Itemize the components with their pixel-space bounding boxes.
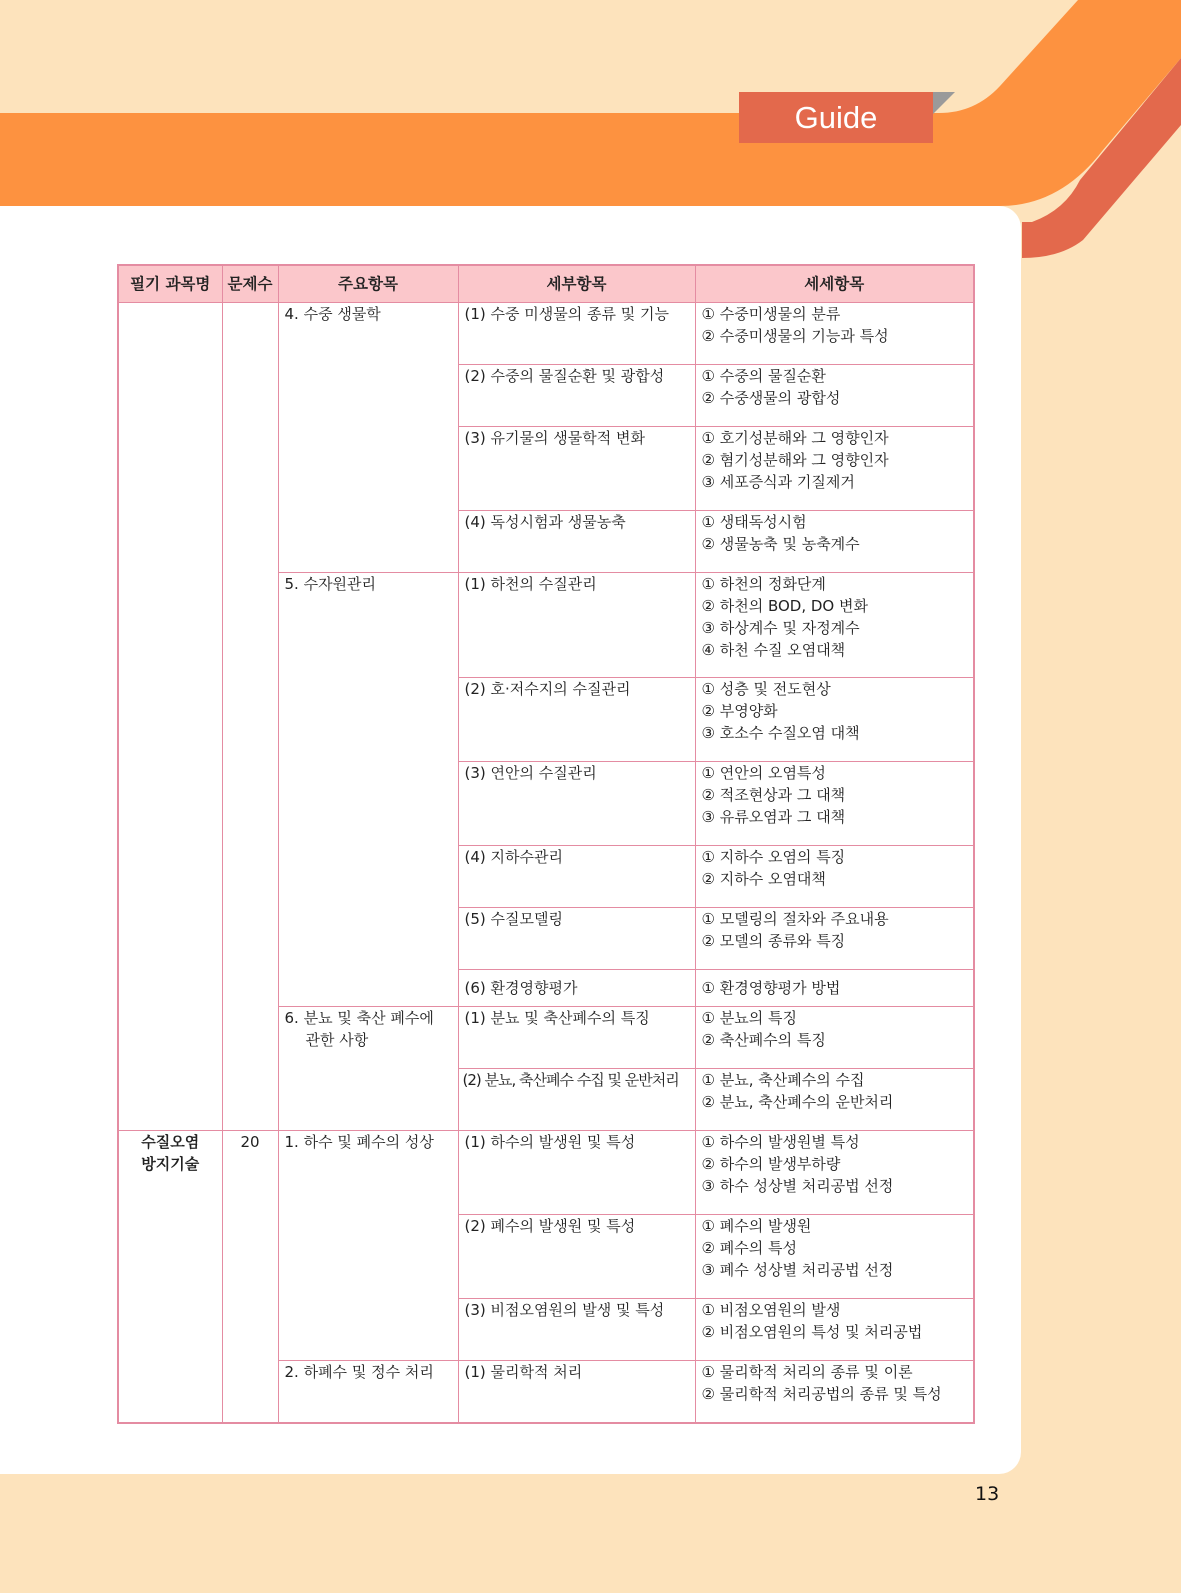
detail-item: (4) 지하수관리 — [458, 846, 695, 908]
subdetail-line: ② 비점오염원의 특성 및 처리공법 — [701, 1323, 923, 1341]
subject-name — [118, 1131, 222, 1423]
major-item: 1. 하수 및 폐수의 성상 — [278, 1131, 458, 1361]
detail-item: (6) 환경영향평가 — [458, 970, 695, 1007]
subdetail-line: ③ 세포증식과 기질제거 — [701, 473, 855, 491]
guide-tab: Guide — [739, 92, 933, 143]
detail-item: (2) 분뇨, 축산폐수 수집 및 운반처리 — [458, 1069, 695, 1131]
table-row — [118, 303, 974, 365]
subdetail-line: ② 축산폐수의 특징 — [701, 1031, 826, 1049]
detail-item: (1) 수중 미생물의 종류 및 기능 — [458, 303, 695, 365]
subdetail-line: ① 연안의 오염특성 — [701, 764, 826, 782]
subdetail-line: ② 수중생물의 광합성 — [701, 389, 841, 407]
detail-item: (2) 폐수의 발생원 및 특성 — [458, 1215, 695, 1299]
exam-guide-table — [117, 264, 975, 1424]
header-detail: 세부항목 — [458, 265, 695, 303]
subdetail-line: ① 생태독성시험 — [701, 513, 807, 531]
subdetail-item — [695, 573, 974, 678]
subdetail-item — [695, 1007, 974, 1069]
header-major: 주요항목 — [278, 265, 458, 303]
subdetail-item — [695, 1069, 974, 1131]
subdetail-line: ① 분뇨의 특징 — [701, 1009, 797, 1027]
subdetail-line: ② 부영양화 — [701, 702, 778, 720]
detail-item: (1) 하수의 발생원 및 특성 — [458, 1131, 695, 1215]
subdetail-line: ④ 하천 수질 오염대책 — [701, 641, 846, 659]
major-item-line: 6. 분뇨 및 축산 폐수에 — [284, 1009, 434, 1027]
subdetail-line: ③ 호소수 수질오염 대책 — [701, 724, 860, 742]
subdetail-line: ① 수중미생물의 분류 — [701, 305, 841, 323]
major-item: 5. 수자원관리 — [278, 573, 458, 1007]
detail-item: (2) 호·저수지의 수질관리 — [458, 678, 695, 762]
subdetail-line: ③ 폐수 성상별 처리공법 선정 — [701, 1261, 894, 1279]
subdetail-item — [695, 511, 974, 573]
subdetail-line: ① 하천의 정화단계 — [701, 575, 826, 593]
subdetail-item — [695, 303, 974, 365]
detail-item: (5) 수질모델링 — [458, 908, 695, 970]
major-item-line: 관한 사항 — [305, 1031, 369, 1049]
subdetail-line: ① 분뇨, 축산폐수의 수집 — [701, 1071, 865, 1089]
subdetail-item — [695, 1299, 974, 1361]
subdetail-item — [695, 678, 974, 762]
subdetail-item — [695, 970, 974, 1007]
subdetail-line: ① 성층 및 전도현상 — [701, 680, 831, 698]
subdetail-item — [695, 365, 974, 427]
detail-item: (3) 연안의 수질관리 — [458, 762, 695, 846]
page-number: 13 — [975, 1483, 1000, 1505]
subdetail-line: ① 수중의 물질순환 — [701, 367, 826, 385]
detail-item: (1) 하천의 수질관리 — [458, 573, 695, 678]
guide-tab-fold — [933, 92, 955, 114]
subdetail-line: ② 혐기성분해와 그 영향인자 — [701, 451, 889, 469]
subdetail-item — [695, 1361, 974, 1423]
subdetail-line: ③ 하상계수 및 자정계수 — [701, 619, 860, 637]
subdetail-line: ① 비점오염원의 발생 — [701, 1301, 841, 1319]
detail-item: (1) 분뇨 및 축산폐수의 특징 — [458, 1007, 695, 1069]
detail-item: (3) 비점오염원의 발생 및 특성 — [458, 1299, 695, 1361]
subject-cell-continued — [118, 303, 222, 1131]
subdetail-item — [695, 427, 974, 511]
subdetail-line: ③ 유류오염과 그 대책 — [701, 808, 846, 826]
table-row — [118, 1131, 974, 1215]
detail-item: (3) 유기물의 생물학적 변화 — [458, 427, 695, 511]
subdetail-line: ① 지하수 오염의 특징 — [701, 848, 846, 866]
count-cell-continued — [222, 303, 278, 1131]
table-header-row — [118, 265, 974, 303]
header-count: 문제수 — [222, 265, 278, 303]
subdetail-line: ① 모델링의 절차와 주요내용 — [701, 910, 889, 928]
subdetail-line: ③ 하수 성상별 처리공법 선정 — [701, 1177, 894, 1195]
subdetail-item — [695, 1215, 974, 1299]
subdetail-line: ② 하천의 BOD, DO 변화 — [701, 597, 868, 615]
subdetail-line: ① 폐수의 발생원 — [701, 1217, 812, 1235]
subdetail-item — [695, 1131, 974, 1215]
subdetail-line: ② 수중미생물의 기능과 특성 — [701, 327, 889, 345]
subdetail-line: ① 호기성분해와 그 영향인자 — [701, 429, 889, 447]
subdetail-line: ② 모델의 종류와 특징 — [701, 932, 846, 950]
subdetail-line: ① 환경영향평가 방법 — [701, 979, 841, 997]
question-count: 20 — [222, 1131, 278, 1423]
major-item — [278, 1007, 458, 1131]
subdetail-line: ② 하수의 발생부하량 — [701, 1155, 841, 1173]
major-item: 4. 수중 생물학 — [278, 303, 458, 573]
subdetail-line: ① 하수의 발생원별 특성 — [701, 1133, 860, 1151]
subdetail-line: ① 물리학적 처리의 종류 및 이론 — [701, 1363, 913, 1381]
subdetail-line: ② 적조현상과 그 대책 — [701, 786, 846, 804]
detail-item: (2) 수중의 물질순환 및 광합성 — [458, 365, 695, 427]
subdetail-item — [695, 908, 974, 970]
header-subject: 필기 과목명 — [118, 265, 222, 303]
subdetail-line: ② 분뇨, 축산폐수의 운반처리 — [701, 1093, 894, 1111]
detail-item: (1) 물리학적 처리 — [458, 1361, 695, 1423]
subdetail-line: ② 폐수의 특성 — [701, 1239, 797, 1257]
detail-item: (4) 독성시험과 생물농축 — [458, 511, 695, 573]
subject-name-line: 방지기술 — [141, 1155, 200, 1173]
subdetail-item — [695, 762, 974, 846]
major-item: 2. 하폐수 및 정수 처리 — [278, 1361, 458, 1423]
header-subdetail: 세세항목 — [695, 265, 974, 303]
subdetail-line: ② 물리학적 처리공법의 종류 및 특성 — [701, 1385, 942, 1403]
subdetail-line: ② 생물농축 및 농축계수 — [701, 535, 860, 553]
subdetail-line: ② 지하수 오염대책 — [701, 870, 826, 888]
subject-name-line: 수질오염 — [141, 1133, 200, 1151]
subdetail-item — [695, 846, 974, 908]
